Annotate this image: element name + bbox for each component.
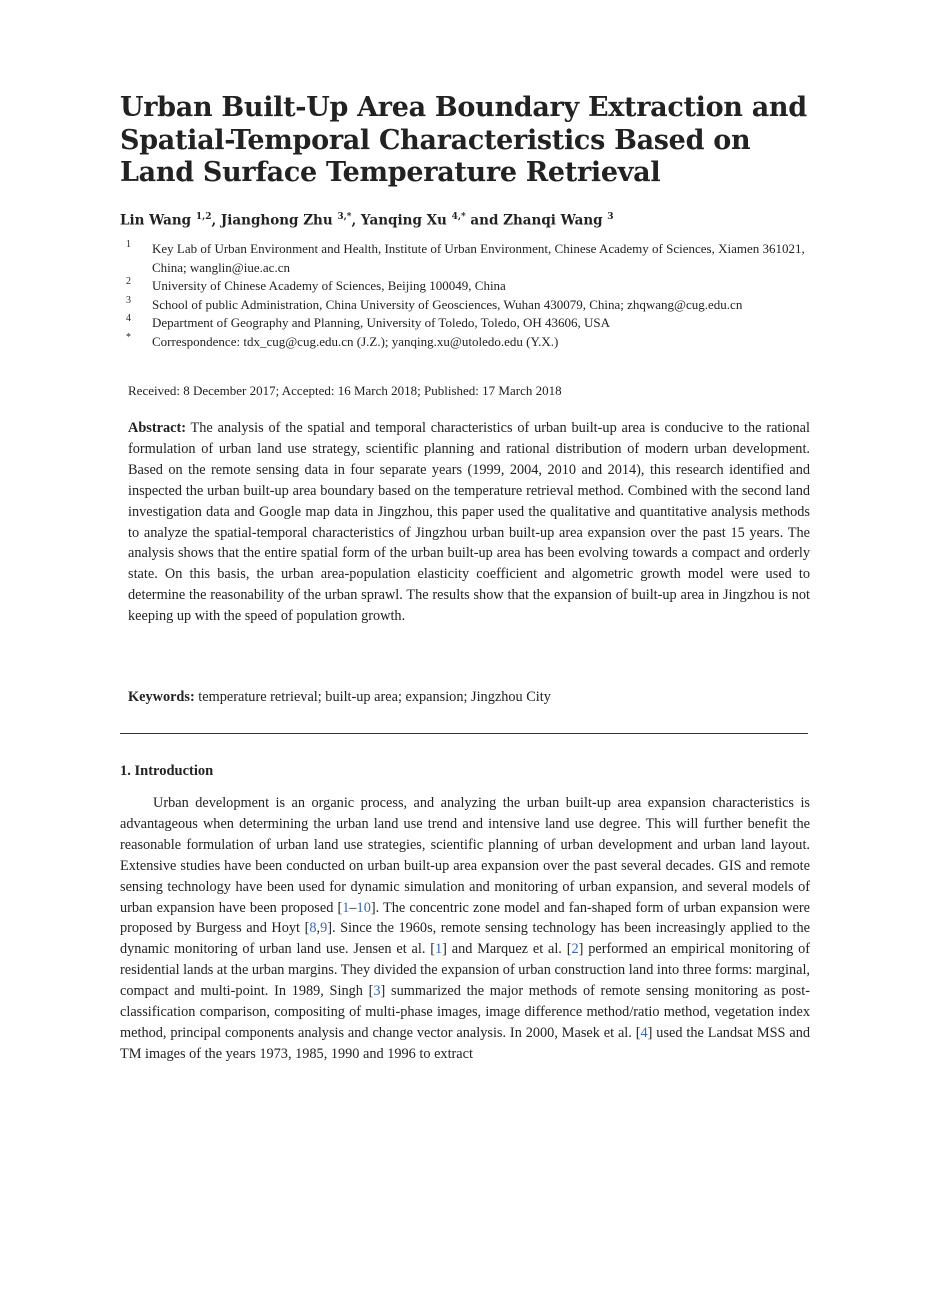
intro-text: ]. Since the 1960s, remote sensing technology has been increasingly applied to the dynamic monitoring of urban land use. Jensen et al. [ xyxy=(120,920,810,958)
author-separator: , xyxy=(351,212,361,229)
author-affiliation-mark: 3 xyxy=(607,212,614,222)
affiliation-mark: * xyxy=(126,331,131,343)
intro-text: Urban development is an organic process, and analyzing the urban built-up area expansion characteristics is advantageous when determining the urban land use trend and intensive land use degree. This will further benefit the reasonable formulation of urban land use strategies, scientific planning of urban development and urban land layout. Extensive studies have been conducted on urban built-up area expansion over the past several decades. GIS and remote sensing technology have been used for dynamic simulation and monitoring of urban expansion, and several models of urban expansion have been proposed [ xyxy=(120,795,810,916)
intro-text: ] performed an empirical monitoring of residential lands at the urban margins. They divided the expansion of urban construction land into three forms: marginal, compact and multi-point. In 1989, Singh [ xyxy=(120,941,810,1000)
citation-link[interactable]: 10 xyxy=(356,899,371,916)
introduction-paragraph xyxy=(120,793,810,1065)
intro-text: ] summarized the major methods of remote sensing monitoring as post-classification comparison, compositing of multi-phase images, image difference method/ratio method, vegetation index method, principal components analysis and change vector analysis. In 2000, Masek et al. [ xyxy=(120,983,810,1041)
abstract-label: Abstract: xyxy=(128,420,186,436)
intro-text: ] used the Landsat MSS and TM images of the years 1973, 1985, 1990 and 1996 to extract xyxy=(120,1024,810,1062)
affiliation-mark: 2 xyxy=(126,276,131,287)
affiliation-text: University of Chinese Academy of Sciences, Beijing 100049, China xyxy=(152,278,506,293)
abstract-text: The analysis of the spatial and temporal characteristics of urban built-up area is conducive to the rational formulation of urban land use strategy, scientific planning and rational distribution of modern urban development. Based on the remote sensing data in four separate years (1999, 2004, 2010 and 2014), this research identified and inspected the urban built-up area boundary based on the temperature retrieval method. Combined with the second land investigation data and Google map data in Jingzhou, this paper used the qualitative and quantitative analysis methods to analyze the spatial-temporal characteristics of Jingzhou urban built-up area expansion over the past 15 years. The analysis shows that the entire spatial form of the urban built-up area has been evolving towards a compact and orderly state. On this basis, the urban area-population elasticity coefficient and algometric growth model were used to determine the reasonability of the urban sprawl. The results show that the expansion of built-up area in Jingzhou is not keeping up with the speed of population growth. xyxy=(128,420,810,625)
affiliation-item xyxy=(120,333,820,352)
affiliation-mark: 4 xyxy=(126,313,131,324)
affiliation-mark: 3 xyxy=(126,294,131,306)
author-separator: and xyxy=(465,212,504,229)
citation-link[interactable]: 9 xyxy=(320,920,328,937)
author-affiliation-mark: 3,* xyxy=(337,212,352,222)
author-name: Jianghong Zhu xyxy=(220,212,338,229)
keywords-text: temperature retrieval; built-up area; expansion; Jingzhou City xyxy=(198,689,551,705)
author-affiliation-mark: 4,* xyxy=(451,212,466,222)
author-name: Zhanqi Wang xyxy=(503,212,608,229)
affiliation-text: School of public Administration, China University of Geosciences, Wuhan 430079, China; zhqwang@cug.edu.cn xyxy=(152,296,743,312)
citation-link[interactable]: 1 xyxy=(342,899,350,916)
affiliation-text: Correspondence: tdx_cug@cug.edu.cn (J.Z.); yanqing.xu@utoledo.edu (Y.X.) xyxy=(152,333,559,349)
affiliation-list xyxy=(120,240,820,351)
affiliation-item xyxy=(120,277,820,296)
intro-text: ]. The concentric zone model and fan-shaped form of urban expansion were proposed by Burgess and Hoyt [ xyxy=(120,899,810,937)
citation-link[interactable]: 8 xyxy=(309,920,317,937)
affiliation-item xyxy=(120,296,820,315)
keywords xyxy=(128,689,810,706)
paper-title: Urban Built-Up Area Boundary Extraction and Spatial-Temporal Characteristics Based on Land Surface Temperature Retrieval xyxy=(120,92,807,188)
citation-link[interactable]: 4 xyxy=(640,1024,648,1041)
intro-text: – xyxy=(349,899,357,916)
affiliation-item xyxy=(120,240,820,277)
affiliation-item xyxy=(120,314,820,333)
citation-link[interactable]: 1 xyxy=(435,941,443,958)
intro-text: , xyxy=(316,920,321,937)
affiliation-text: Department of Geography and Planning, University of Toledo, Toledo, OH 43606, USA xyxy=(152,315,611,330)
intro-text: ] and Marquez et al. [ xyxy=(442,941,572,958)
citation-link[interactable]: 3 xyxy=(373,983,381,1000)
affiliation-mark: 1 xyxy=(126,239,131,250)
section-divider xyxy=(120,733,808,734)
author-affiliation-mark: 1,2 xyxy=(195,212,212,222)
section-heading: 1. Introduction xyxy=(120,763,214,779)
citation-link[interactable]: 2 xyxy=(571,941,579,958)
author-list xyxy=(120,212,614,229)
author-name: Yanqing Xu xyxy=(360,212,452,229)
abstract xyxy=(128,418,810,627)
author-name: Lin Wang xyxy=(120,212,196,229)
publication-dates: Received: 8 December 2017; Accepted: 16 March 2018; Published: 17 March 2018 xyxy=(128,383,562,398)
author-separator: , xyxy=(211,212,221,229)
affiliation-text: Key Lab of Urban Environment and Health, Institute of Urban Environment, Chinese Academy of Sciences, Xiamen 361021, China; wanglin@iue.ac.cn xyxy=(152,241,805,275)
keywords-label: Keywords: xyxy=(128,689,195,705)
